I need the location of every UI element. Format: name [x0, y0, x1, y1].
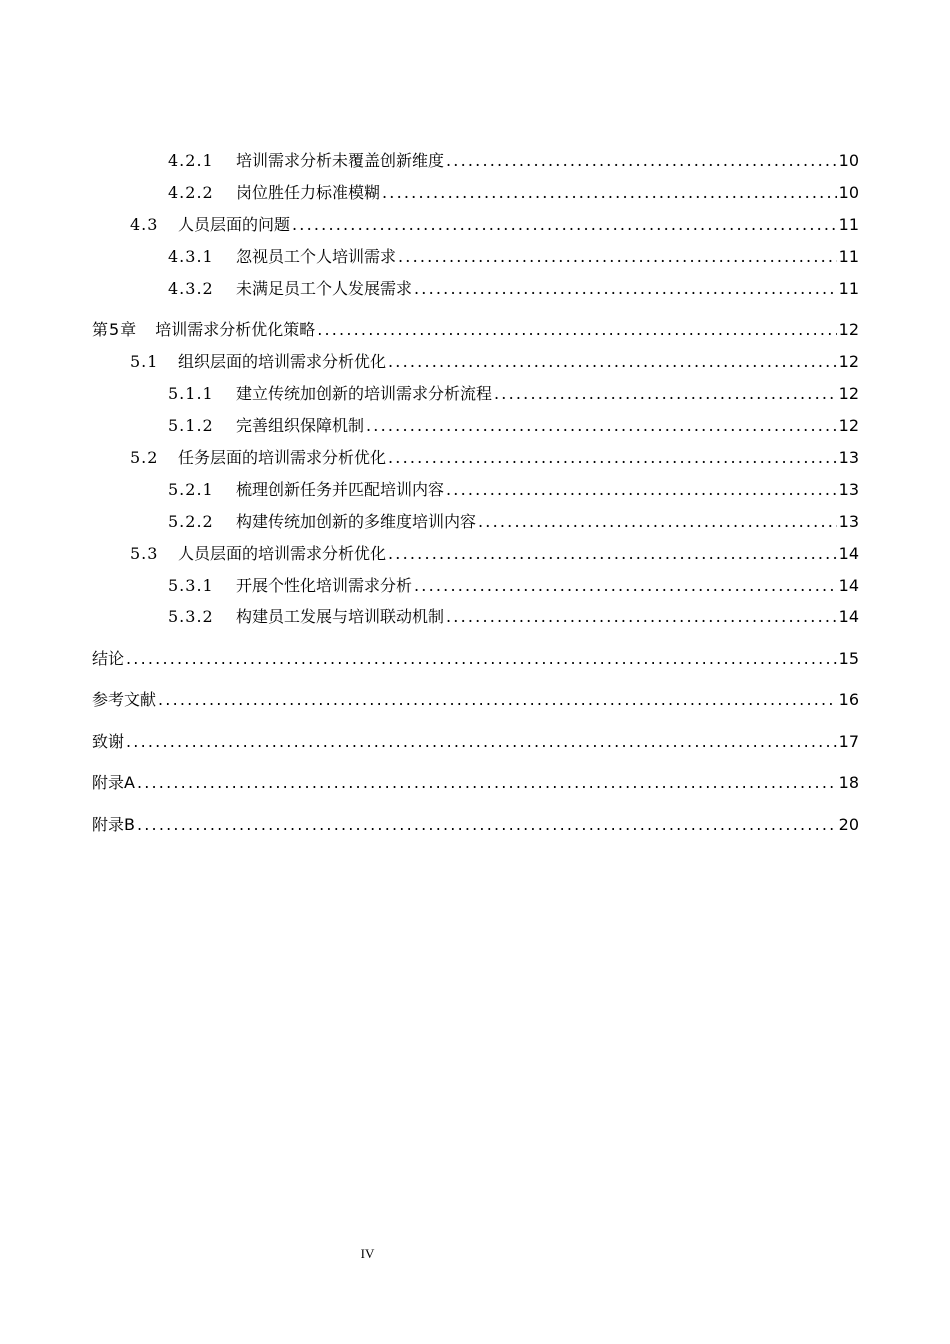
toc-page-number: 16	[838, 690, 859, 709]
toc-number: 5.1	[130, 352, 159, 371]
toc-entry-5-3-2[interactable]	[168, 605, 859, 629]
toc-title: 忽视员工个人培训需求	[236, 247, 397, 266]
dot-leader	[317, 318, 836, 342]
toc-entry-acknowledgements[interactable]	[92, 730, 859, 754]
toc-entry-4-3-1[interactable]	[168, 245, 859, 269]
dot-leader	[446, 149, 837, 173]
toc-page-number: 14	[838, 544, 859, 563]
toc-page-number: 10	[838, 183, 859, 202]
toc-title: 构建员工发展与培训联动机制	[236, 607, 445, 626]
toc-page-number: 20	[838, 815, 859, 834]
page-footer-number: IV	[360, 1246, 375, 1261]
toc-number: 5.3.2	[168, 607, 214, 626]
toc-page-number: 12	[838, 352, 859, 371]
toc-entry-5-2-2[interactable]	[168, 510, 859, 534]
toc-title: 完善组织保障机制	[236, 416, 365, 435]
toc-number: 4.2.2	[168, 183, 214, 202]
toc-page-number: 13	[838, 480, 859, 499]
toc-number: 5.2.2	[168, 512, 214, 531]
toc-page-number: 11	[838, 215, 859, 234]
toc-number: 4.3.2	[168, 279, 214, 298]
dot-leader	[398, 245, 837, 269]
toc-number: 4.3	[130, 215, 159, 234]
dot-leader	[126, 730, 837, 754]
dot-leader	[126, 647, 837, 671]
toc-title: 人员层面的问题	[178, 215, 291, 234]
toc-page-number: 11	[838, 279, 859, 298]
toc-page-number: 12	[838, 320, 859, 339]
dot-leader	[446, 478, 837, 502]
toc-title: 附录A	[92, 773, 135, 792]
dot-leader	[137, 813, 837, 837]
dot-leader	[382, 181, 837, 205]
toc-title: 任务层面的培训需求分析优化	[178, 448, 387, 467]
toc-page-number: 15	[838, 649, 859, 668]
toc-page-number: 18	[838, 773, 859, 792]
dot-leader	[446, 605, 837, 629]
toc-entry-5-1[interactable]	[130, 350, 859, 374]
toc-page-number: 17	[838, 732, 859, 751]
toc-title: 培训需求分析优化策略	[155, 320, 316, 339]
toc-title: 梳理创新任务并匹配培训内容	[236, 480, 445, 499]
toc-entry-conclusion[interactable]	[92, 647, 859, 671]
toc-title: 构建传统加创新的多维度培训内容	[236, 512, 477, 531]
toc-entry-4-2-2[interactable]	[168, 181, 859, 205]
toc-entry-5-2[interactable]	[130, 446, 859, 470]
dot-leader	[158, 688, 837, 712]
toc-number: 4.2.1	[168, 151, 214, 170]
toc-number: 5.2	[130, 448, 159, 467]
toc-title: 建立传统加创新的培训需求分析流程	[236, 384, 493, 403]
dot-leader	[292, 213, 837, 237]
dot-leader	[414, 574, 837, 598]
toc-title: 岗位胜任力标准模糊	[236, 183, 381, 202]
dot-leader	[478, 510, 837, 534]
toc-number: 5.1.2	[168, 416, 214, 435]
toc-number: 5.2.1	[168, 480, 214, 499]
toc-number: 5.3	[130, 544, 159, 563]
toc-entry-4-3-2[interactable]	[168, 277, 859, 301]
toc-title: 人员层面的培训需求分析优化	[178, 544, 387, 563]
toc-chapter-number: 第5章	[92, 320, 138, 339]
toc-number: 4.3.1	[168, 247, 214, 266]
dot-leader	[388, 542, 837, 566]
dot-leader	[414, 277, 837, 301]
toc-entry-5-2-1[interactable]	[168, 478, 859, 502]
toc-entry-chapter-5[interactable]	[92, 318, 859, 342]
toc-title: 附录B	[92, 815, 135, 834]
dot-leader	[366, 414, 837, 438]
toc-title: 结论	[92, 649, 125, 668]
toc-entry-4-2-1[interactable]	[168, 149, 859, 173]
dot-leader	[388, 350, 837, 374]
toc-title: 致谢	[92, 732, 125, 751]
toc-page-number: 12	[838, 384, 859, 403]
toc-entry-5-3-1[interactable]	[168, 574, 859, 598]
toc-entry-4-3[interactable]	[130, 213, 859, 237]
toc-title: 组织层面的培训需求分析优化	[178, 352, 387, 371]
toc-title: 培训需求分析未覆盖创新维度	[236, 151, 445, 170]
toc-title: 参考文献	[92, 690, 157, 709]
dot-leader	[137, 771, 837, 795]
toc-title: 未满足员工个人发展需求	[236, 279, 413, 298]
toc-page-number: 13	[838, 448, 859, 467]
toc-page-number: 12	[838, 416, 859, 435]
toc-page-number: 10	[838, 151, 859, 170]
toc-number: 5.3.1	[168, 576, 214, 595]
dot-leader	[388, 446, 837, 470]
toc-entry-5-1-2[interactable]	[168, 414, 859, 438]
toc-entry-references[interactable]	[92, 688, 859, 712]
toc-entry-appendix-a[interactable]	[92, 771, 859, 795]
toc-title: 开展个性化培训需求分析	[236, 576, 413, 595]
toc-page-number: 14	[838, 576, 859, 595]
toc-number: 5.1.1	[168, 384, 214, 403]
toc-page-number: 14	[838, 607, 859, 626]
toc-entry-5-1-1[interactable]	[168, 382, 859, 406]
dot-leader	[494, 382, 837, 406]
toc-entry-appendix-b[interactable]	[92, 813, 859, 837]
toc-entry-5-3[interactable]	[130, 542, 859, 566]
toc-page-number: 13	[838, 512, 859, 531]
toc-page-number: 11	[838, 247, 859, 266]
